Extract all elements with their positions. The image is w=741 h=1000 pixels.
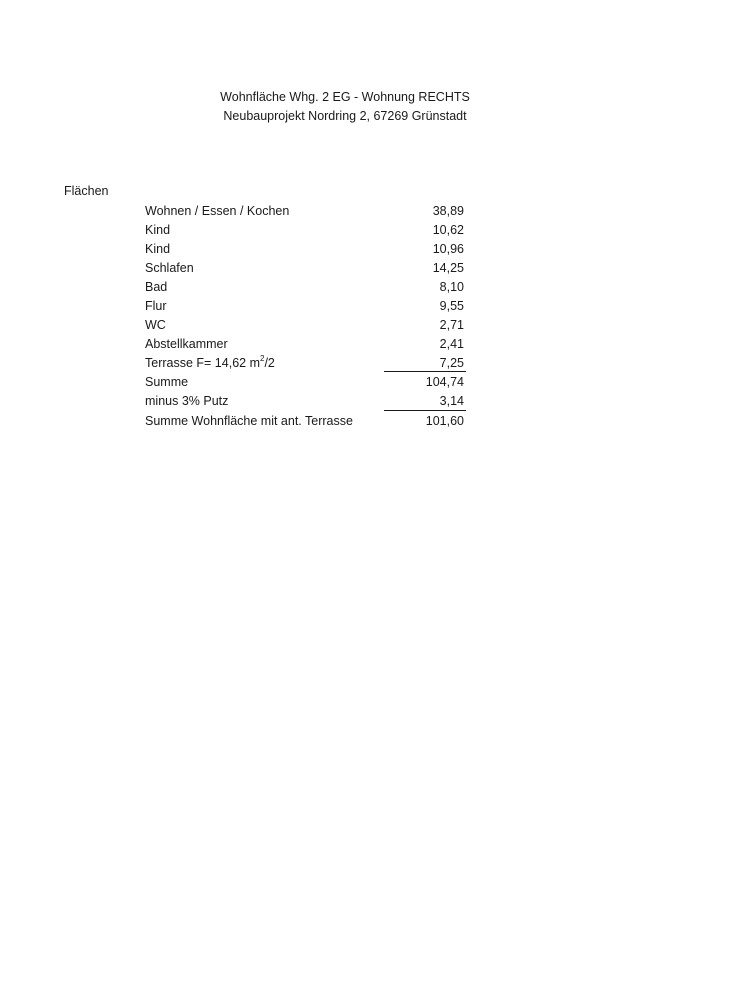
row-label: Flur — [145, 299, 167, 313]
document-title: Wohnfläche Whg. 2 EG - Wohnung RECHTS — [220, 90, 470, 104]
table-row-sum — [145, 373, 467, 392]
table-row — [145, 392, 467, 411]
row-label: Kind — [145, 223, 171, 237]
table-row — [145, 297, 467, 316]
row-label: WC — [145, 318, 166, 332]
row-value: 9,55 — [439, 299, 464, 313]
row-value: 104,74 — [425, 375, 464, 389]
total-rule — [384, 410, 466, 411]
row-value: 10,96 — [432, 242, 464, 256]
square-superscript: 2 — [259, 353, 265, 363]
row-value: 38,89 — [432, 204, 464, 218]
row-label: Bad — [145, 280, 168, 294]
terrace-label-suffix: /2 — [264, 356, 275, 370]
document-subtitle: Neubauprojekt Nordring 2, 67269 Grünstadt — [223, 109, 467, 123]
table-row — [145, 278, 467, 297]
row-label: Summe Wohnfläche mit ant. Terrasse — [145, 414, 353, 428]
row-value: 101,60 — [425, 414, 464, 428]
row-value: 14,25 — [432, 261, 464, 275]
table-row — [145, 202, 467, 221]
table-row — [145, 335, 467, 354]
row-value: 7,25 — [439, 356, 464, 370]
row-value: 3,14 — [439, 394, 464, 408]
terrace-label-prefix: Terrasse F= 14,62 m — [145, 356, 260, 370]
row-value: 8,10 — [439, 280, 464, 294]
row-label: Wohnen / Essen / Kochen — [145, 204, 290, 218]
subtotal-rule — [384, 371, 466, 372]
table-row — [145, 221, 467, 240]
row-label: Summe — [145, 375, 189, 389]
row-label: Kind — [145, 242, 171, 256]
table-row — [145, 316, 467, 335]
row-label — [145, 354, 275, 373]
row-label: Schlafen — [145, 261, 194, 275]
row-value: 2,71 — [439, 318, 464, 332]
row-value: 10,62 — [432, 223, 464, 237]
table-row — [145, 240, 467, 259]
section-label: Flächen — [64, 184, 109, 198]
table-row — [145, 259, 467, 278]
row-label: Abstellkammer — [145, 337, 228, 351]
row-value: 2,41 — [439, 337, 464, 351]
table-row-total — [145, 412, 467, 431]
row-label: minus 3% Putz — [145, 394, 229, 408]
